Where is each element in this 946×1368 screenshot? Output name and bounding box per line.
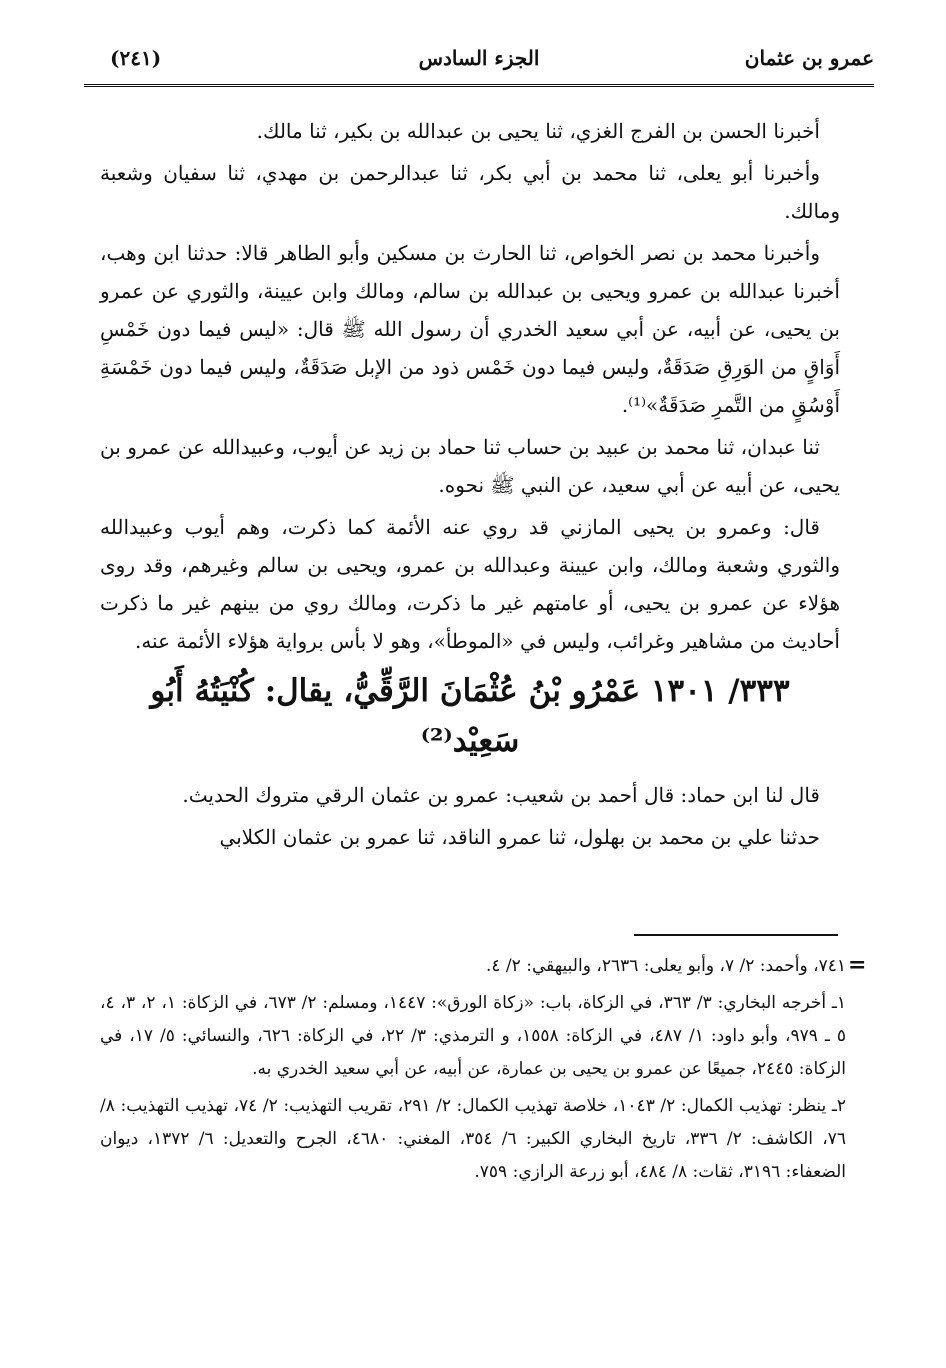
footnote: ٧٤١، وأحمد: ٢/ ٧، وأبو يعلى: ٢٦٣٦، والبيهقي: ٢/ ٤. bbox=[485, 956, 846, 976]
footnote-divider bbox=[634, 934, 838, 936]
footnote: ١ـ أخرجه البخاري: ٣/ ٣٦٣، في الزكاة، باب: «زكاة الورق»: ١٤٤٧، ومسلم: ٢/ ٦٧٣، في الزكاة: ١، ٢، ٣، ٤، ٥ ـ ٩٧٩، وأبو داود: ١/ ٤٨٧، في الزكاة: ١٥٥٨، و الترمذي: ٣/ ٢٢، في الزكاة: ٦٢٦، والنسائي: ٥/ ١٧، في الزكاة: ٢٤٤٥، جميعًا عن عمرو بن يحيى بن عمارة، عن أبيه، عن أبي سعيد الخدري به. bbox=[100, 993, 847, 1079]
running-title-author: عمرو بن عثمان bbox=[744, 46, 874, 70]
footnote: ٢ـ ينظر: تهذيب الكمال: ٢/ ١٠٤٣، خلاصة تهذيب الكمال: ٢/ ٢٩١، تقريب التهذيب: ٢/ ٧٤، تهذيب التهذيب: ٨/ ٧٦، الكاشف: ٢/ ٣٣٦، تاريخ البخاري الكبير: ٦/ ٣٥٤، المغني: ٤٦٨٠، الجرح والتعديل: ٦/ ١٣٧٢، ديوان الضعفاء: ٣١٩٦، ثقات: ٨/ ٤٨٤، أبو زرعة الرازي: ٧٥٩. bbox=[100, 1096, 846, 1182]
paragraph: حدثنا علي بن محمد بن بهلول، ثنا عمرو الناقد، ثنا عمرو بن عثمان الكلابي bbox=[219, 825, 820, 849]
paragraph: أخبرنا الحسن بن الفرج الغزي، ثنا يحيى بن عبدالله بن بكير، ثنا مالك. bbox=[256, 119, 820, 143]
paragraph: قال: وعمرو بن يحيى المازني قد روي عنه الأئمة كما ذكرت، وهم أيوب وعبيدالله والثوري وشعبة ومالك، وابن عيينة وعبدالله بن عمرو، ويحيى بن سالم وغيرهم، وقد روى هؤلاء عن عمرو بن يحيى، أو عامتهم غير ما ذكرت، ومالك روي من بينهم غير ما ذكرت أحاديث من مشاهير وغرائب، وليس في «الموطأ»، وهو لا بأس برواية هؤلاء الأئمة عنه. bbox=[100, 515, 840, 653]
paragraph: ثنا عبدان، ثنا محمد بن عبيد بن حساب ثنا حماد بن زيد عن أيوب، وعبيدالله عن عمرو بن يحيى، عن أبيه عن أبي سعيد، عن النبي ﷺ نحوه. bbox=[100, 435, 840, 497]
entry-heading: ٣٣٣/ ١٣٠١ عَمْرُو بْنُ عُثْمَانَ الرَّقِّيُّ، يقال: كُنْيَتُهُ أَبُو سَعِيْد⁽²⁾ bbox=[150, 673, 790, 759]
running-title-volume: الجزء السادس bbox=[418, 46, 540, 70]
page-number: (٢٤١) bbox=[110, 46, 162, 70]
footnotes bbox=[100, 950, 846, 1193]
page-header bbox=[84, 42, 874, 87]
paragraph: وأخبرنا محمد بن نصر الخواص، ثنا الحارث بن مسكين وأبو الطاهر قالا: حدثنا ابن وهب، أخبرنا عبدالله بن عمرو ويحيى بن عبدالله بن سالم، ومالك وابن عيينة، والثوري عن عمرو بن يحيى، عن أبيه، عن أبي سعيد الخدري أن رسول الله ﷺ قال: «ليس فيما دون خَمْسِ أَوَاقٍ من الوَرِقِ صَدَقَةٌ، وليس فيما دون خَمْس ذود من الإبل صَدَقَةٌ، وليس فيما دون خَمْسَةِ أَوْسُقٍ من التَّمرِ صَدَقَةٌ»⁽¹⁾. bbox=[100, 241, 840, 417]
main-text bbox=[100, 112, 840, 860]
paragraph: وأخبرنا أبو يعلى، ثنا محمد بن أبي بكر، ثنا عبدالرحمن بن مهدي، ثنا سفيان وشعبة ومالك. bbox=[100, 161, 840, 223]
footnote-continuation-marker: = bbox=[848, 952, 867, 978]
paragraph: قال لنا ابن حماد: قال أحمد بن شعيب: عمرو بن عثمان الرقي متروك الحديث. bbox=[182, 783, 820, 807]
